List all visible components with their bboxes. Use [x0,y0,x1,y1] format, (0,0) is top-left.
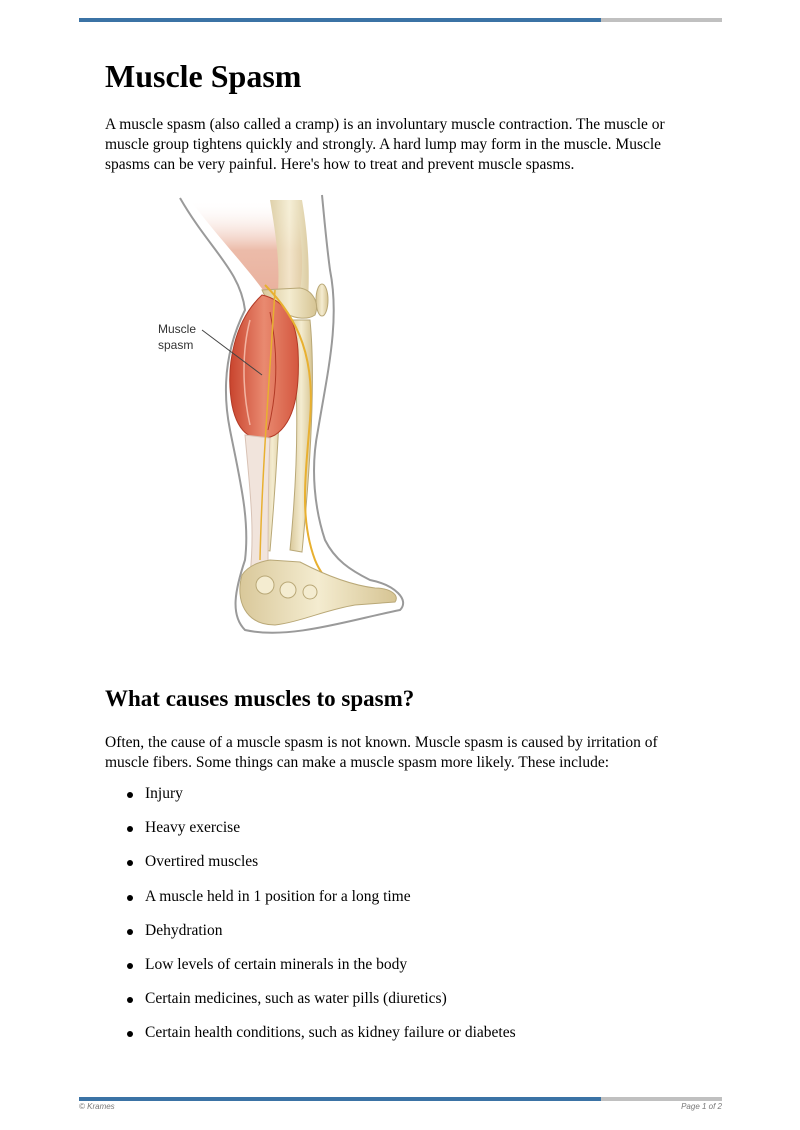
list-item-text: Heavy exercise [145,819,241,837]
list-item [105,1023,516,1057]
top-rule-accent [79,18,601,22]
callout-label-line2: spasm [158,338,194,352]
list-item-text: Overtired muscles [145,853,259,871]
bottom-rule [79,1097,722,1101]
footer-page-number: Page 1 of 2 [681,1102,722,1111]
bullet-icon [127,826,133,832]
bullet-icon [127,997,133,1003]
section-paragraph: Often, the cause of a muscle spasm is not known. Muscle spasm is caused by irritation of muscle fibers. Some things can make a muscle spasm more likely. These include: [105,734,658,771]
list-item [105,887,516,921]
list-item [105,818,516,852]
list-item [105,955,516,989]
top-rule [79,18,722,22]
callout-label-line1: Muscle [158,322,197,336]
list-item-text: Low levels of certain minerals in the body [145,955,408,973]
list-item [105,852,516,886]
leg-muscle-illustration [150,190,420,650]
footer-copyright: © Krames [79,1102,115,1111]
list-item-text: Dehydration [145,921,223,939]
list-item [105,921,516,955]
bullet-icon [127,1031,133,1037]
bullet-icon [127,792,133,798]
bullet-icon [127,860,133,866]
list-item [105,784,516,818]
list-item-text: Certain medicines, such as water pills (diuretics) [145,990,447,1008]
bullet-icon [127,929,133,935]
bottom-rule-accent [79,1097,601,1101]
list-item-text: Injury [145,785,183,802]
list-item-text: Certain health conditions, such as kidney failure or diabetes [145,1024,516,1042]
page-title: Muscle Spasm [105,58,302,94]
causes-list [105,784,516,1058]
list-item [105,989,516,1023]
section-heading: What causes muscles to spasm? [105,686,415,711]
bullet-icon [127,895,133,901]
list-item-text: A muscle held in 1 position for a long time [145,887,411,905]
intro-paragraph: A muscle spasm (also called a cramp) is an involuntary muscle contraction. The muscle or muscle group tightens quickly and strongly. A hard lump may form in the muscle. Muscle spasms can be very painful. Here's how to treat and prevent muscle spasms. [105,116,665,173]
bullet-icon [127,963,133,969]
